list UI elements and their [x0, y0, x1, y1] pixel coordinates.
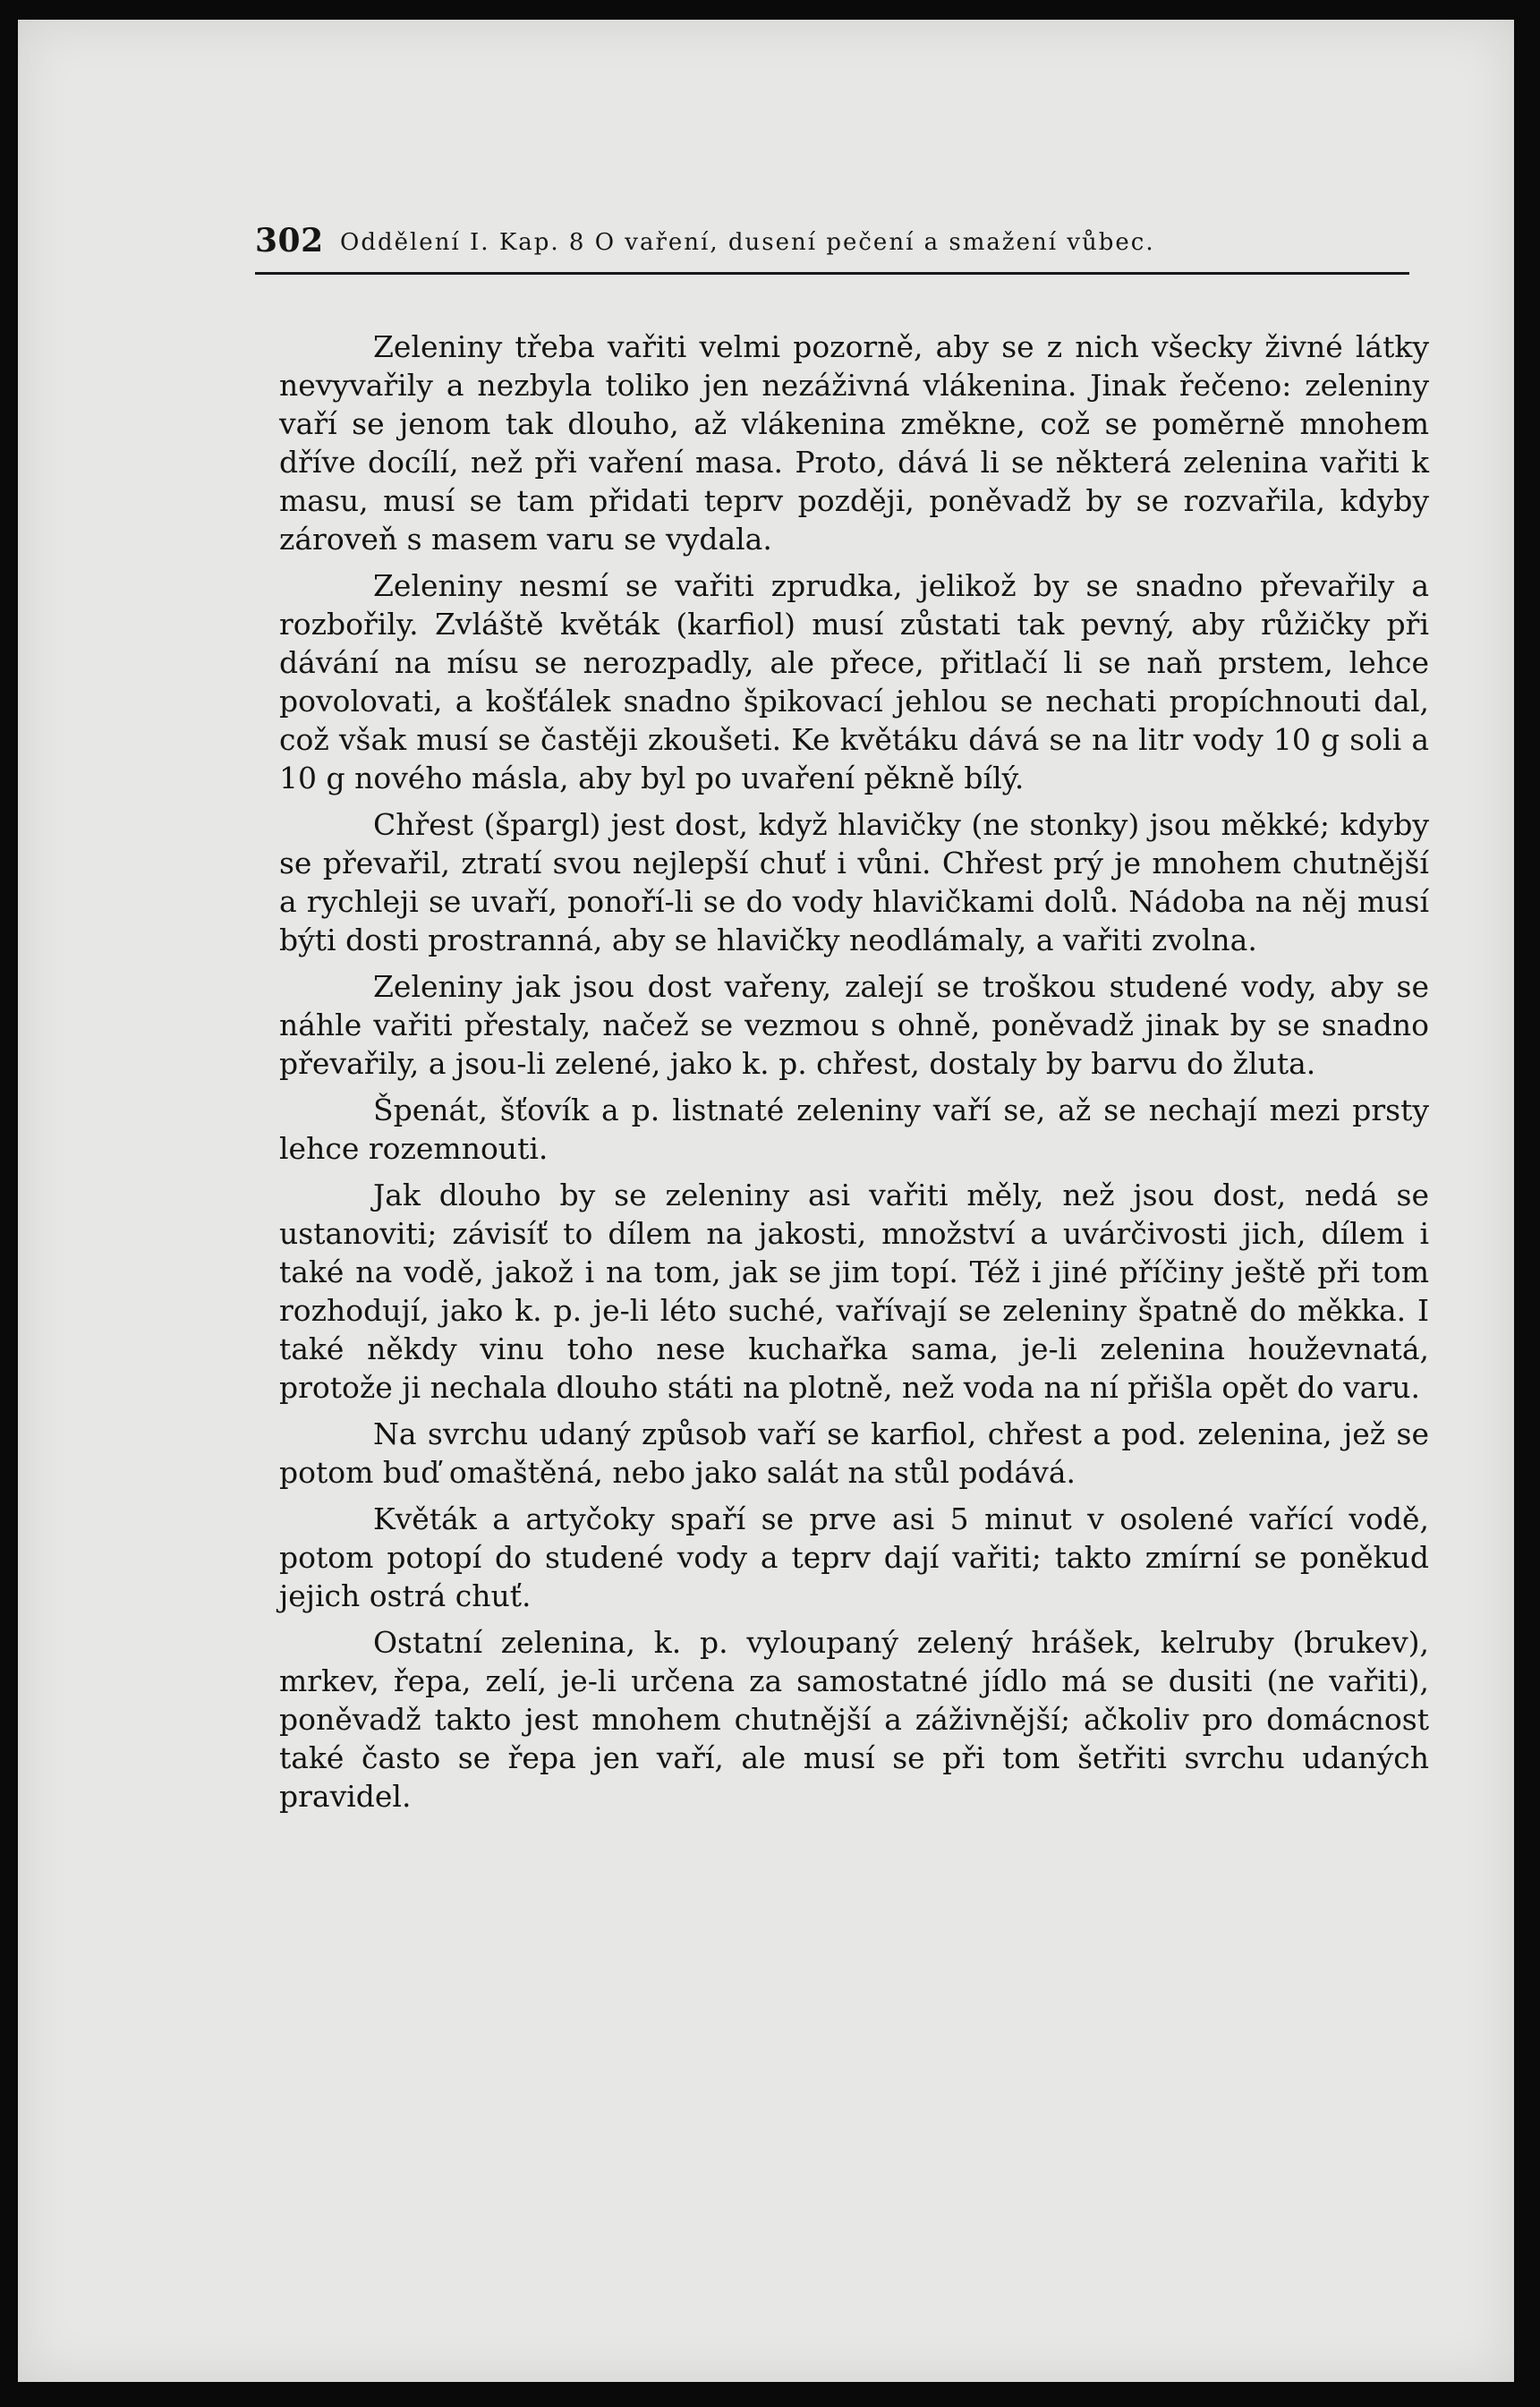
paragraph: Zeleniny třeba vařiti velmi pozorně, aby se z nich všecky živné látky nevyvařily a nezbyla toliko jen nezáživná vlákenina. Jinak řečeno: zeleniny vaří se jenom tak dlouho, až vlákenina změkne, což se poměrně mnohem dříve docílí, než při vaření masa. Proto, dává li se některá zelenina vařiti k masu, musí se tam přidati teprv později, poněvadž by se rozvařila, kdyby zároveň s masem varu se vydala.: [279, 329, 1429, 557]
paragraph: Jak dlouho by se zeleniny asi vařiti měly, než jsou dost, nedá se ustanoviti; závisíť to dílem na jakosti, množství a uvárčivosti jich, dílem i také na vodě, jakož i na tom, jak se jim topí. Též i jiné příčiny ještě při tom rozhodují, jako k. p. je-li léto suché, vařívají se zeleniny špatně do měkka. I také někdy vinu toho nese kuchařka sama, je-li zelenina houževnatá, protože ji nechala dlouho státi na plotně, než voda na ní přišla opět do varu.: [279, 1178, 1429, 1405]
paragraph: Špenát, šťovík a p. listnaté zeleniny vaří se, až se nechají mezi prsty lehce rozemnouti.: [279, 1093, 1429, 1166]
paragraph: Chřest (špargl) jest dost, když hlavičky (ne stonky) jsou měkké; kdyby se převařil, ztratí svou nejlepší chuť i vůni. Chřest prý je mnohem chutnější a rychleji se uvaří, ponoří-li se do vody hlavičkami dolů. Nádoba na něj musí býti dosti prostranná, aby se hlavičky neodlámaly, a vařiti zvolna.: [279, 807, 1429, 957]
page-number: 302: [255, 222, 324, 259]
book-page: [18, 20, 1514, 2382]
paragraph: Zeleniny nesmí se vařiti zprudka, jelikož by se snadno převařily a rozbořily. Zvláště květák (karfiol) musí zůstati tak pevný, aby růžičky při dávání na mísu se nerozpadly, ale přece, přitlačí li se naň prstem, lehce povolovati, a košťálek snadno špikovací jehlou se nechati propíchnouti dal, což však musí se častěji zkoušeti. Ke květáku dává se na litr vody 10 g soli a 10 g nového másla, aby byl po uvaření pěkně bílý.: [279, 568, 1429, 795]
paragraph: Zeleniny jak jsou dost vařeny, zalejí se troškou studené vody, aby se náhle vařiti přestaly, načež se vezmou s ohně, poněvadž jinak by se snadno převařily, a jsou-li zelené, jako k. p. chřest, dostaly by barvu do žluta.: [279, 969, 1429, 1081]
header-rule: [255, 272, 1409, 275]
paragraph: Květák a artyčoky spaří se prve asi 5 minut v osolené vařící vodě, potom potopí do studené vody a teprv dají vařiti; takto zmírní se poněkud jejich ostrá chuť.: [279, 1501, 1429, 1613]
paragraph: Na svrchu udaný způsob vaří se karfiol, chřest a pod. zelenina, jež se potom buď omaštěná, nebo jako salát na stůl podává.: [279, 1416, 1429, 1490]
paragraph: Ostatní zelenina, k. p. vyloupaný zelený hrášek, kelruby (brukev), mrkev, řepa, zelí, je-li určena za samostatné jídlo má se dusiti (ne vařiti), poněvadž takto jest mnohem chutnější a záživnější; ačkoliv pro domácnost také často se řepa jen vaří, ale musí se při tom šetřiti svrchu udaných pravidel.: [279, 1625, 1429, 1814]
body-text: [279, 327, 1429, 1824]
page-header: [255, 222, 1418, 276]
running-head: Oddělení I. Kap. 8 O vaření, dusení pečení a smažení vůbec.: [340, 229, 1155, 256]
